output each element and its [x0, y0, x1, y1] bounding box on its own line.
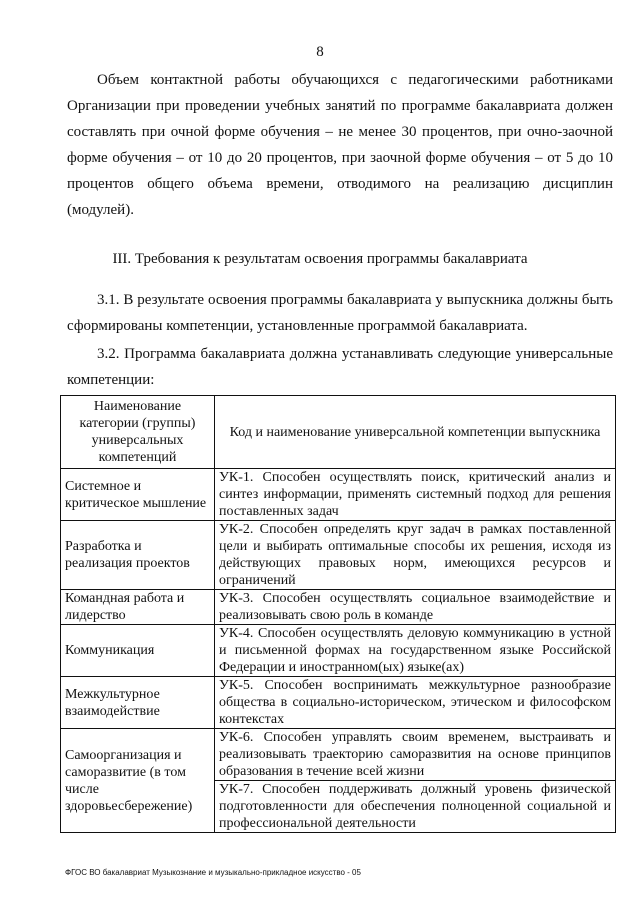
- competence-cell: УК-5. Способен воспринимать межкультурное разнообразие общества в социально-историческом, этическом и философском контекстах: [215, 677, 616, 729]
- clause-3-2: 3.2. Программа бакалавриата должна устанавливать следующие универсальные компетенции:: [67, 346, 613, 388]
- intro-paragraph: Объем контактной работы обучающихся с педагогическими работниками Организации при проведении учебных занятий по программе бакалавриата должен составлять при очной форме обучения – не менее 30 процентов, при очно-заочной форме обучения – от 10 до 20 процентов, при заочной форме обучения – от 5 до 10 процентов общего объема времени, отводимого на реализацию дисциплин (модулей).: [67, 72, 613, 218]
- competence-table: [60, 395, 616, 833]
- category-cell: Разработка и реализация проектов: [61, 521, 215, 590]
- table-header-row: [61, 396, 616, 469]
- competence-cell: УК-1. Способен осуществлять поиск, критический анализ и синтез информации, применять системный подход для решения поставленных задач: [215, 469, 616, 521]
- competence-cell: УК-3. Способен осуществлять социальное взаимодействие и реализовывать свою роль в команде: [215, 590, 616, 625]
- competence-cell: УК-7. Способен поддерживать должный уровень физической подготовленности для обеспечения полноценной социальной и профессиональной деятельности: [215, 781, 616, 833]
- footer-note: ФГОС ВО бакалавриат Музыкознание и музыкально-прикладное искусство - 05: [65, 868, 361, 877]
- page-number: 8: [316, 44, 324, 60]
- category-cell: Межкультурное взаимодействие: [61, 677, 215, 729]
- competence-cell: УК-4. Способен осуществлять деловую коммуникацию в устной и письменной формах на государственном языке Российской Федерации и иностранном(ых) языке(ах): [215, 625, 616, 677]
- table-row: [61, 469, 616, 521]
- table-row: [61, 521, 616, 590]
- table-row: [61, 729, 616, 781]
- competence-cell: УК-2. Способен определять круг задач в рамках поставленной цели и выбирать оптимальные способы их решения, исходя из действующих правовых норм, имеющихся ресурсов и ограничений: [215, 521, 616, 590]
- table-row: [61, 590, 616, 625]
- category-cell: Системное и критическое мышление: [61, 469, 215, 521]
- header-code: Код и наименование универсальной компетенции выпускника: [215, 396, 616, 469]
- table-row: [61, 625, 616, 677]
- category-cell: Коммуникация: [61, 625, 215, 677]
- header-category: Наименование категории (группы) универсальных компетенций: [61, 396, 215, 469]
- table-row: [61, 677, 616, 729]
- section-heading: III. Требования к результатам освоения программы бакалавриата: [112, 251, 528, 267]
- competence-cell: УК-6. Способен управлять своим временем, выстраивать и реализовывать траекторию саморазвития на основе принципов образования в течение всей жизни: [215, 729, 616, 781]
- category-cell: Самоорганизация и саморазвитие (в том числе здоровьесбережение): [61, 729, 215, 833]
- clause-3-1: 3.1. В результате освоения программы бакалавриата у выпускника должны быть сформированы компетенции, установленные программой бакалавриата.: [67, 292, 613, 334]
- category-cell: Командная работа и лидерство: [61, 590, 215, 625]
